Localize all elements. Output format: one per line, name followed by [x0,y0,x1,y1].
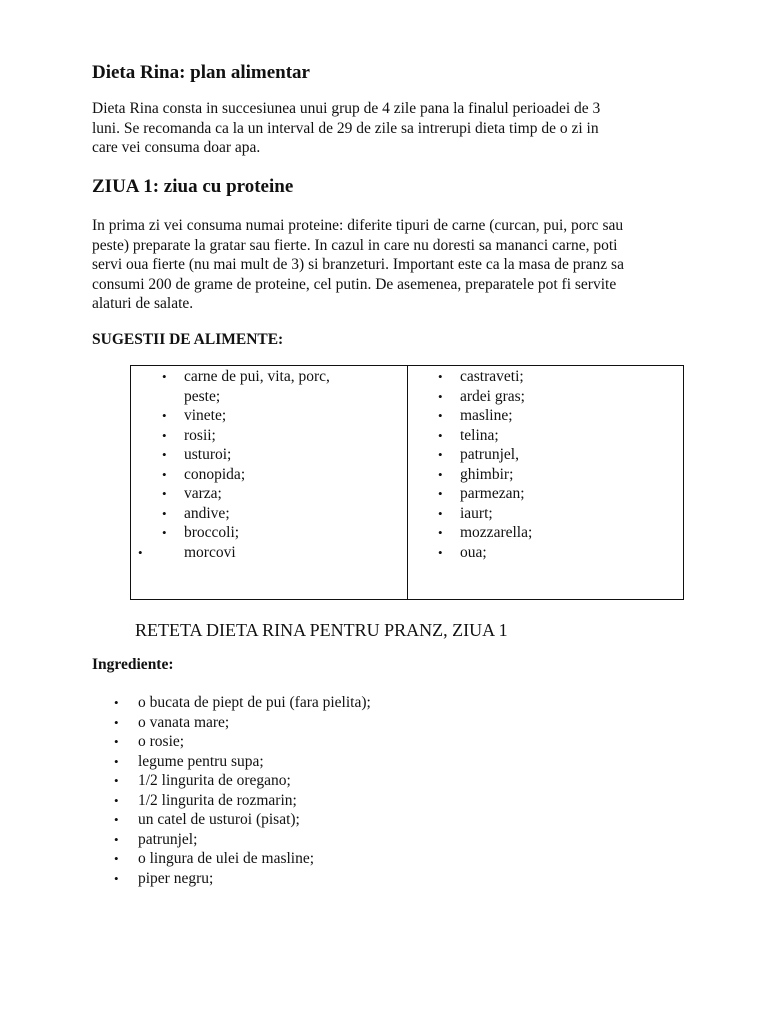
bullet-icon: • [114,714,119,730]
bullet-icon: • [114,734,119,749]
list-item-text: o bucata de piept de pui (fara pielita); [138,694,371,711]
list-item-text: morcovi [184,543,236,561]
list-item [114,771,371,791]
list-item-text: telina; [460,426,499,444]
list-item [114,849,371,869]
day1-line: In prima zi vei consuma numai proteine: diferite tipuri de carne (curcan, pui, porc sau [92,217,624,234]
page-title: Dieta Rina: plan alimentar [92,62,310,83]
list-item-text: piper negru; [138,869,214,887]
suggestions-heading: SUGESTII DE ALIMENTE: [92,331,284,348]
list-item [114,693,371,713]
list-item-text: conopida; [184,465,246,483]
bullet-icon: • [138,544,143,560]
list-item [114,752,371,772]
bullet-icon: • [438,447,443,462]
list-item-text: masline; [460,407,513,424]
list-item [162,367,330,387]
suggestions-left-list [138,367,330,562]
bullet-icon: • [114,870,119,886]
list-item [114,810,371,830]
bullet-icon: • [438,408,443,423]
list-item-text: carne de pui, vita, porc, [184,368,330,385]
list-item-text: patrunjel, [460,446,519,463]
list-item [438,445,532,465]
list-item-text: andive; [184,504,230,522]
bullet-icon: • [114,831,119,847]
list-item-text: 1/2 lingurita de oregano; [138,772,291,789]
list-item [162,426,330,446]
day1-paragraph [92,216,712,314]
intro-line: luni. Se recomanda ca la un interval de 29 de zile sa intrerupi dieta timp de o zi in [92,119,599,137]
bullet-icon: • [162,486,167,501]
list-item [162,465,330,485]
list-item [162,523,330,543]
list-item [114,713,371,733]
day1-line: servi oua fierte (nu mai mult de 3) si branzeturi. Important este ca la masa de pranz sa [92,256,624,273]
list-item-text: peste; [184,387,221,405]
list-item-text: o vanata mare; [138,713,230,731]
bullet-icon: • [438,427,443,443]
list-item [114,869,371,889]
intro-line: Dieta Rina consta in succesiunea unui grup de 4 zile pana la finalul perioadei de 3 [92,100,601,117]
list-item [184,387,330,407]
list-item [438,406,532,426]
list-item-text: varza; [184,485,222,502]
bullet-icon: • [162,408,167,423]
bullet-icon: • [114,792,119,808]
list-item-text: mozzarella; [460,524,533,541]
bullet-icon: • [114,695,119,710]
list-item-text: patrunjel; [138,830,198,848]
bullet-icon: • [162,505,167,521]
list-item [114,830,371,850]
list-item [438,426,532,446]
list-item-text: o lingura de ulei de masline; [138,850,315,867]
day1-line: consumi 200 de grame de proteine, cel putin. De asemenea, preparatele pot fi servite [92,275,617,293]
bullet-icon: • [438,525,443,540]
list-item-text: ghimbir; [460,465,514,483]
day1-heading: ZIUA 1: ziua cu proteine [92,176,294,197]
list-item-text: castraveti; [460,368,524,385]
bullet-icon: • [438,388,443,404]
bullet-icon: • [162,525,167,540]
list-item-text: parmezan; [460,485,525,502]
ingredients-heading: Ingrediente: [92,656,174,673]
bullet-icon: • [438,544,443,560]
list-item [438,367,532,387]
day1-line: alaturi de salate. [92,295,194,312]
list-item [438,504,532,524]
intro-paragraph [92,99,712,158]
list-item [162,445,330,465]
table-column-divider [407,366,408,599]
bullet-icon: • [438,369,443,384]
list-item [114,791,371,811]
list-item [438,543,532,563]
bullet-icon: • [114,753,119,769]
recipe-heading: RETETA DIETA RINA PENTRU PRANZ, ZIUA 1 [135,620,508,640]
bullet-icon: • [438,466,443,482]
list-item-text: oua; [460,543,487,561]
list-item-text: broccoli; [184,524,240,541]
bullet-icon: • [438,505,443,521]
list-item-text: legume pentru supa; [138,752,264,770]
list-item [438,387,532,407]
list-item-text: usturoi; [184,446,232,463]
intro-line: care vei consuma doar apa. [92,139,261,156]
list-item-text: iaurt; [460,504,493,522]
list-item-text: o rosie; [138,733,185,750]
list-item [138,543,330,563]
list-item [162,406,330,426]
list-item [162,504,330,524]
bullet-icon: • [114,773,119,788]
list-item [438,465,532,485]
bullet-icon: • [162,447,167,462]
list-item-text: un catel de usturoi (pisat); [138,811,300,828]
list-item [438,523,533,543]
day1-line: peste) preparate la gratar sau fierte. In cazul in care nu doresti sa mananci carne, poti [92,236,618,254]
ingredients-list [114,693,371,888]
list-item [162,484,330,504]
list-item [114,732,371,752]
list-item-text: ardei gras; [460,387,525,405]
bullet-icon: • [438,486,443,501]
bullet-icon: • [114,851,119,866]
list-item-text: 1/2 lingurita de rozmarin; [138,791,297,809]
bullet-icon: • [162,369,167,384]
list-item-text: vinete; [184,407,227,424]
list-item-text: rosii; [184,426,216,444]
bullet-icon: • [162,427,167,443]
suggestions-right-list [438,367,533,562]
bullet-icon: • [114,812,119,827]
bullet-icon: • [162,466,167,482]
list-item [438,484,532,504]
